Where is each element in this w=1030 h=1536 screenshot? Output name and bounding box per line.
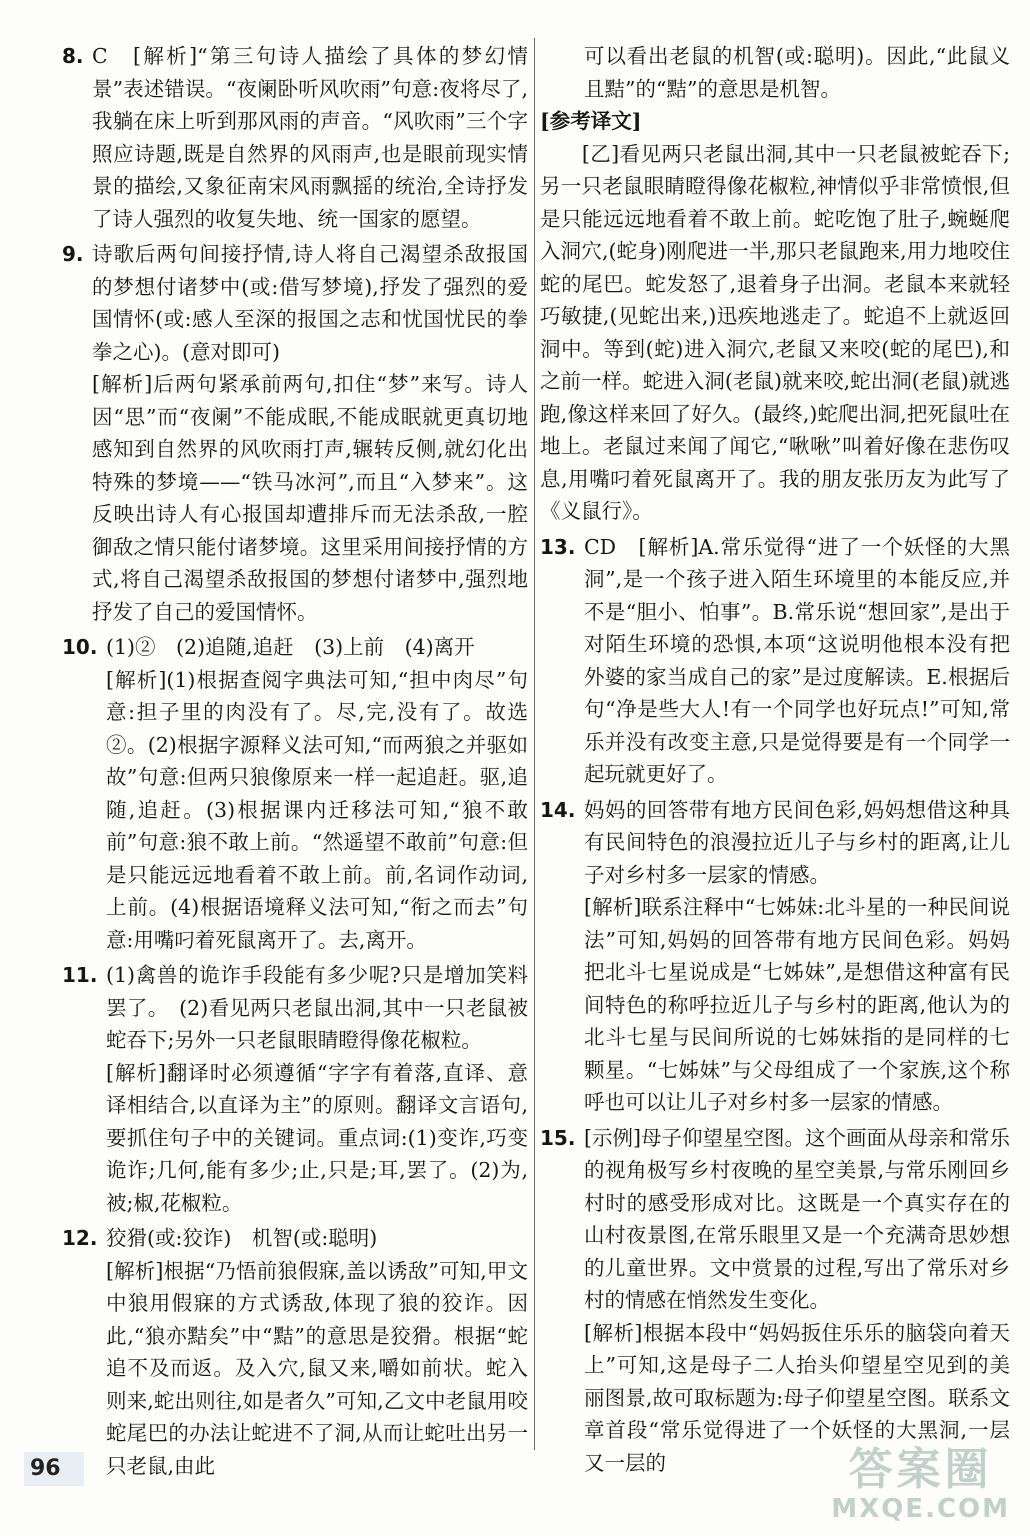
- question-number: 8.: [62, 44, 84, 68]
- question-number: 15.: [540, 1125, 576, 1150]
- page-number: 96: [30, 1456, 61, 1481]
- question-12-continued: [540, 40, 1010, 105]
- question-13: [540, 531, 1010, 791]
- question-8: [62, 40, 528, 235]
- question-9: [62, 238, 528, 628]
- question-11-answer: (1)禽兽的诡诈手段能有多少呢?只是增加笑料罢了。 (2)看见两只老鼠出洞,其中一只老鼠被蛇吞下;另外一只老鼠眼睛瞪得像花椒粒。: [106, 963, 528, 1052]
- question-9-answer: 诗歌后两句间接抒情,诗人将自己渴望杀敌报国的梦想付诸梦中(或:借写梦境),抒发了强烈的爱国情怀(或:感人至深的报国之志和忧国忧民的拳拳之心)。(意对即可): [92, 242, 528, 364]
- question-14-answer: 妈妈的回答带有地方民间色彩,妈妈想借这种具有民间特色的浪漫拉近儿子与乡村的距离,让儿子对乡村多一层家的情感。: [584, 797, 1010, 887]
- watermark-logo-text: 答案圈: [848, 1444, 993, 1495]
- question-13-answer: CD [解析]A.常乐觉得“进了一个妖怪的大黑洞”,是一个孩子进入陌生环境里的本能反应,并不是“胆小、怕事”。B.常乐说“想回家”,是出于对陌生环境的恐惧,本项“这说明他根本没有把外婆的家当成自己的家”是过度解读。E.根据后句“净是些大人!有一个同学也好玩点!”可知,常乐并没有改变主意,只是觉得要是有一个同学一起玩就更好了。: [584, 534, 1010, 786]
- question-11: [62, 959, 528, 1219]
- question-number: 12.: [62, 1226, 98, 1250]
- watermark-url: MXQE.COM: [831, 1494, 1010, 1524]
- question-number: 11.: [62, 963, 98, 987]
- question-11-analysis: [解析]翻译时必须遵循“字字有着落,直译、意译相结合,以直译为主”的原则。翻译文言语句,要抓住句子中的关键词。重点词:(1)变诈,巧变诡诈;几何,能有多少;止,只是;耳,罢了。(2)为,被;椒,花椒粒。: [106, 1060, 528, 1215]
- question-15: [540, 1122, 1010, 1480]
- watermark-logo: [831, 1446, 1010, 1524]
- left-column: [62, 40, 528, 1482]
- column-divider: [534, 38, 535, 1450]
- question-number: 9.: [62, 242, 84, 266]
- translation-heading: [参考译文]: [540, 109, 642, 133]
- translation-text: [乙]看见两只老鼠出洞,其中一只老鼠被蛇吞下;另一只老鼠眼睛瞪得像花椒粒,神情似乎非常愤恨,但是只能远远地看着不敢上前。蛇吃饱了肚子,蜿蜒爬入洞穴,(蛇身)刚爬进一半,那只老鼠跑来,用力地咬住蛇的尾巴。蛇发怒了,退着身子出洞。老鼠本来就轻巧敏捷,(见蛇出来,)迅疾地逃走了。蛇追不上就返回洞中。等到(蛇)进入洞穴,老鼠又来咬(蛇的尾巴),和之前一样。蛇进入洞(老鼠)就来咬,蛇出洞(老鼠)就逃跑,像这样来回了好久。(最终,)蛇爬出洞,把死鼠吐在地上。老鼠过来闻了闻它,“啾啾”叫着好像在悲伤叹息,用嘴叼着死鼠离开了。我的朋友张历友为此写了《义鼠行》。: [540, 141, 1010, 523]
- question-15-answer: [示例]母子仰望星空图。这个画面从母亲和常乐的视角极写乡村夜晚的星空美景,与常乐刚回乡村时的感受形成对比。这既是一个真实存在的山村夜景图,在常乐眼里又是一个充满奇思妙想的儿童世界。文中赏景的过程,写出了常乐对乡村的情感在悄然发生变化。: [584, 1125, 1010, 1312]
- question-14-analysis: [解析]联系注释中“七姊妹:北斗星的一种民间说法”可知,妈妈的回答带有地方民间色彩。妈妈把北斗七星说成是“七姊妹”,是想借这种富有民间特色的称呼拉近儿子与乡村的距离,他认为的北斗七星与民间所说的七姊妹指的是同样的七颗星。“七姊妹”与父母组成了一个家族,这个称呼也可以让儿子对乡村多一层家的情感。: [584, 895, 1010, 1114]
- question-10: [62, 631, 528, 956]
- question-12-answer: 狡猾(或:狡诈) 机智(或:聪明): [106, 1226, 378, 1250]
- question-14: [540, 794, 1010, 1119]
- question-15-analysis: [解析]根据本段中“妈妈扳住乐乐的脑袋向着天上”可知,这是母子二人抬头仰望星空见到的美丽图景,故可取标题为:母子仰望星空图。联系文章首段“常乐觉得进了一个妖怪的大黑洞,一层又一层的: [584, 1320, 1010, 1475]
- question-8-answer: C [解析]“第三句诗人描绘了具体的梦幻情景”表述错误。“夜阑卧听风吹雨”句意:夜将尽了,我躺在床上听到那风雨的声音。“风吹雨”三个字照应诗题,既是自然界的风雨声,也是眼前现实情景的描绘,又象征南宋风雨飘摇的统治,全诗抒发了诗人强烈的收复失地、统一国家的愿望。: [92, 44, 528, 231]
- question-number: 14.: [540, 797, 576, 822]
- question-10-analysis: [解析](1)根据查阅字典法可知,“担中肉尽”句意:担子里的肉没有了。尽,完,没有了。故选②。(2)根据字源释义法可知,“而两狼之并驱如故”句意:但两只狼像原来一样一起追赶。驱,追随,追赶。(3)根据课内迁移法可知,“狼不敢前”句意:狼不敢上前。“然遥望不敢前”句意:但是只能远远地看着不敢上前。前,名词作动词,上前。(4)根据语境释义法可知,“衔之而去”句意:用嘴叼着死鼠离开了。去,离开。: [106, 667, 528, 952]
- question-10-answer: (1)② (2)追随,追赶 (3)上前 (4)离开: [106, 635, 475, 659]
- question-12: [62, 1222, 528, 1482]
- question-number: 10.: [62, 635, 98, 659]
- question-12-analysis: [解析]根据“乃悟前狼假寐,盖以诱敌”可知,甲文中狼用假寐的方式诱敌,体现了狼的狡诈。因此,“狼亦黠矣”中“黠”的意思是狡猾。根据“蛇追不及而返。及入穴,鼠又来,嚼如前状。蛇入则来,蛇出则往,如是者久”可知,乙文中老鼠用咬蛇尾巴的办法让蛇进不了洞,从而让蛇吐出另一只老鼠,由此: [106, 1258, 528, 1478]
- right-column: [540, 40, 1010, 1479]
- question-number: 13.: [540, 534, 576, 559]
- question-12-analysis-continued: 可以看出老鼠的机智(或:聪明)。因此,“此鼠义且黠”的“黠”的意思是机智。: [584, 44, 1010, 101]
- question-9-analysis: [解析]后两句紧承前两句,扣住“梦”来写。诗人因“思”而“夜阑”不能成眠,不能成眠就更真切地感知到自然界的风吹雨打声,辗转反侧,就幻化出特殊的梦境——“铁马冰河”,而且“入梦来”。这反映出诗人有心报国却遭排斥而无法杀敌,一腔御敌之情只能付诸梦境。这里采用间接抒情的方式,将自己渴望杀敌报国的梦想付诸梦中,强烈地抒发了自己的爱国情怀。: [92, 372, 528, 624]
